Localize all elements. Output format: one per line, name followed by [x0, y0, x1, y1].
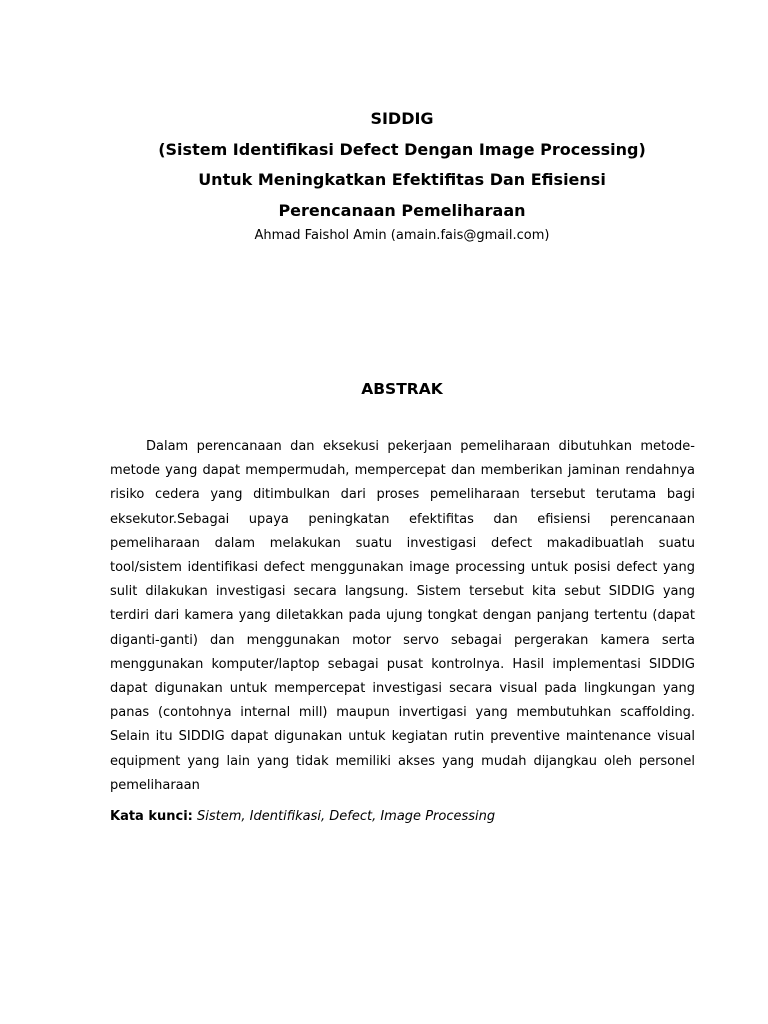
keywords-label: Kata kunci:	[110, 809, 193, 824]
paper-title-line: (Sistem Identifikasi Defect Dengan Image Processing)	[158, 139, 646, 159]
author-line: Ahmad Faishol Amin (amain.fais@gmail.com)	[254, 228, 550, 243]
paper-title-line: SIDDIG	[370, 109, 434, 128]
keywords-values: Sistem, Identifikasi, Defect, Image Processing	[197, 809, 496, 824]
abstract-body: Dalam perencanaan dan eksekusi pekerjaan pemeliharaan dibutuhkan metode-metode yang dapat mempermudah, mempercepat dan memberikan jaminan rendahnya risiko cedera yang ditimbulkan dari proses pemeliharaan tersebut terutama bagi eksekutor.Sebagai upaya peningkatan efektifitas dan efisiensi perencanaan pemeliharaan dalam melakukan suatu investigasi defect makadibuatlah suatu tool/sistem identifikasi defect menggunakan image processing untuk posisi defect yang sulit dilakukan investigasi secara langsung. Sistem tersebut kita sebut SIDDIG yang terdiri dari kamera yang diletakkan pada ujung tongkat dengan panjang tertentu (dapat diganti-ganti) dan menggunakan motor servo sebagai pergerakan kamera serta menggunakan komputer/laptop sebagai pusat kontrolnya. Hasil implementasi SIDDIG dapat digunakan untuk mempercepat investigasi secara visual pada lingkungan yang panas (contohnya internal mill) maupun invertigasi yang membutuhkan scaffolding. Selain itu SIDDIG dapat digunakan untuk kegiatan rutin preventive maintenance visual equipment yang lain yang tidak memiliki akses yang mudah dijangkau oleh personel pemeliharaan	[110, 439, 695, 793]
keywords-line	[110, 808, 495, 826]
abstract-heading: ABSTRAK	[361, 380, 443, 398]
paper-title-line: Untuk Meningkatkan Efektifitas Dan Efisiensi	[198, 170, 606, 189]
title-block	[0, 104, 768, 245]
paper-title-line: Perencanaan Pemeliharaan	[278, 200, 526, 220]
